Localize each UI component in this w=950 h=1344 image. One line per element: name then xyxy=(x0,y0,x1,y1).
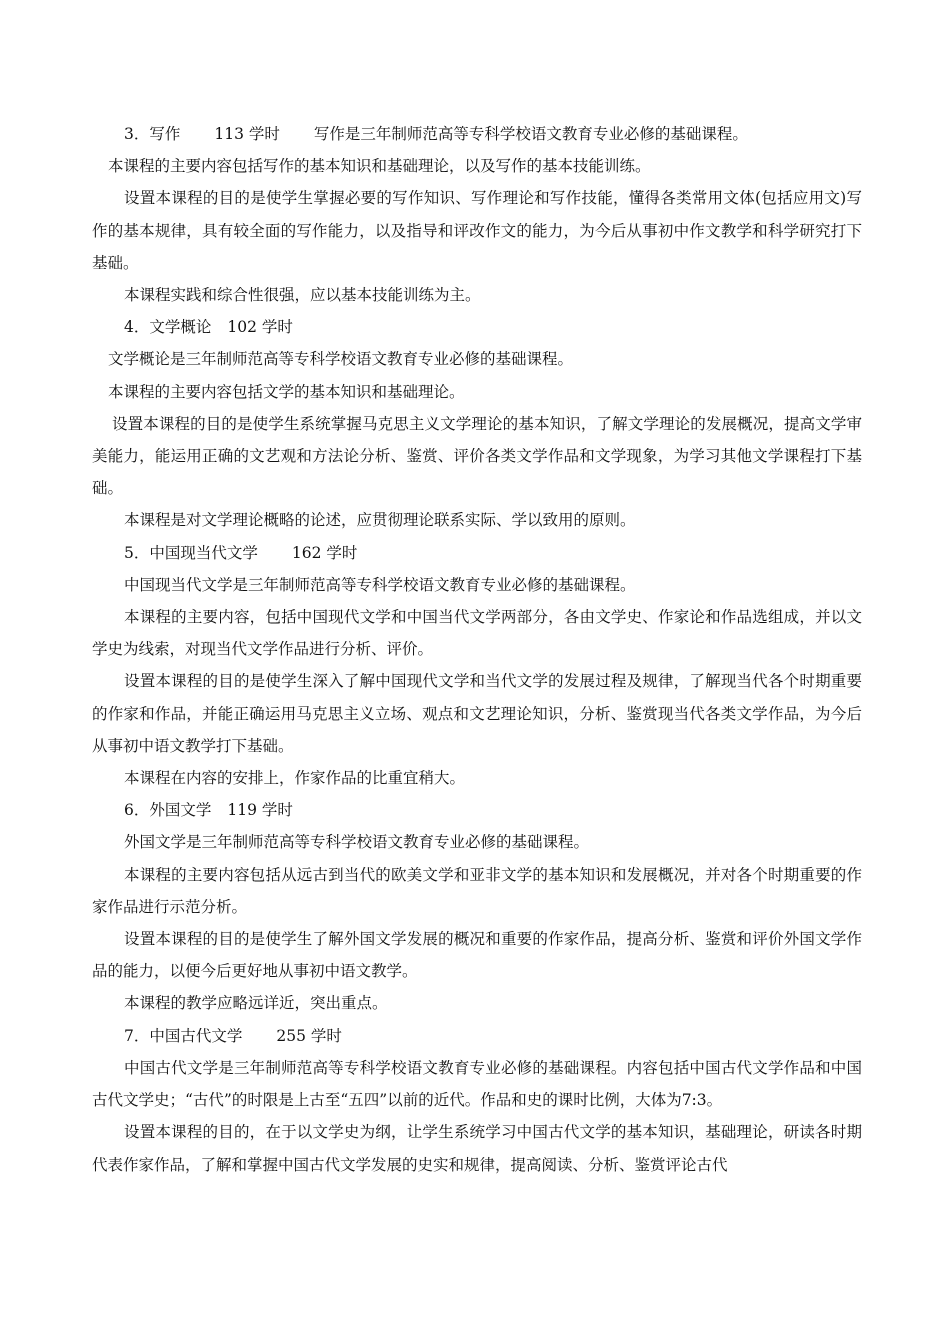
paragraph: 本课程实践和综合性很强，应以基本技能训练为主。 xyxy=(124,286,481,305)
paragraph: 本课程的教学应略远详近，突出重点。 xyxy=(124,994,388,1013)
heading-hours: 255 学时 xyxy=(276,1026,342,1045)
heading-title: 7．中国古代文学 xyxy=(124,1026,243,1045)
heading-title: 5．中国现当代文学 xyxy=(124,543,258,562)
document-page xyxy=(92,118,862,1181)
paragraph: 本课程是对文学理论概略的论述，应贯彻理论联系实际、学以致用的原则。 xyxy=(124,511,636,530)
heading-title: 3．写作 xyxy=(124,125,181,143)
heading-hours: 102 学时 xyxy=(227,318,293,337)
section-7-heading xyxy=(92,1020,862,1052)
section-6-heading xyxy=(92,794,862,826)
heading-title: 4．文学概论 xyxy=(124,318,212,337)
paragraph: 设置本课程的目的是使学生系统掌握马克思主义文学理论的基本知识，了解文学理论的发展概况，提高文学审美能力，能运用正确的文艺观和方法论分析、鉴赏、评价各类文学作品和文学现象，为学习其他文学课程打下基础。 xyxy=(92,414,862,498)
paragraph: 本课程的主要内容包括从远古到当代的欧美文学和亚非文学的基本知识和发展概况，并对各个时期重要的作家作品进行示范分析。 xyxy=(92,865,862,916)
heading-title: 6．外国文学 xyxy=(124,801,212,820)
paragraph: 本课程的主要内容包括文学的基本知识和基础理论。 xyxy=(108,382,465,401)
paragraph: 文学概论是三年制师范高等专科学校语文教育专业必修的基础课程。 xyxy=(108,350,574,369)
paragraph: 本课程的主要内容，包括中国现代文学和中国当代文学两部分，各由文学史、作家论和作品选组成，并以文学史为线索，对现当代文学作品进行分析、评价。 xyxy=(92,608,862,659)
paragraph: 中国现当代文学是三年制师范高等专科学校语文教育专业必修的基础课程。 xyxy=(124,575,636,594)
paragraph: 设置本课程的目的，在于以文学史为纲，让学生系统学习中国古代文学的基本知识，基础理论，研读各时期代表作家作品，了解和掌握中国古代文学发展的史实和规律，提高阅读、分析、鉴赏评论古代 xyxy=(92,1123,862,1174)
paragraph: 本课程在内容的安排上，作家作品的比重宜稍大。 xyxy=(124,769,466,788)
section-3-heading xyxy=(92,118,862,150)
heading-description: 写作是三年制师范高等专科学校语文教育专业必修的基础课程。 xyxy=(313,125,748,143)
paragraph: 设置本课程的目的是使学生深入了解中国现代文学和当代文学的发展过程及规律，了解现当代各个时期重要的作家和作品，并能正确运用马克思主义立场、观点和文艺理论知识，分析、鉴赏现当代各类文学作品，为今后从事初中语文教学打下基础。 xyxy=(92,672,862,755)
heading-hours: 162 学时 xyxy=(291,543,358,562)
section-4-heading xyxy=(92,311,862,343)
paragraph: 本课程的主要内容包括写作的基本知识和基础理论，以及写作的基本技能训练。 xyxy=(108,157,651,176)
paragraph: 外国文学是三年制师范高等专科学校语文教育专业必修的基础课程。 xyxy=(124,833,590,852)
section-5-heading xyxy=(92,537,862,569)
paragraph: 设置本课程的目的是使学生掌握必要的写作知识、写作理论和写作技能，懂得各类常用文体(包括应用文)写作的基本规律，具有较全面的写作能力，以及指导和评改作文的能力，为今后从事初中作文教学和科学研究打下基础。 xyxy=(92,189,862,272)
heading-hours: 119 学时 xyxy=(227,801,293,820)
heading-hours: 113 学时 xyxy=(214,125,280,143)
paragraph: 中国古代文学是三年制师范高等专科学校语文教育专业必修的基础课程。内容包括中国古代文学作品和中国古代文学史；“古代”的时限是上古至“五四”以前的近代。作品和史的课时比例，大体为7:3。 xyxy=(92,1058,862,1110)
paragraph: 设置本课程的目的是使学生了解外国文学发展的概况和重要的作家作品，提高分析、鉴赏和评价外国文学作品的能力，以便今后更好地从事初中语文教学。 xyxy=(92,930,862,981)
